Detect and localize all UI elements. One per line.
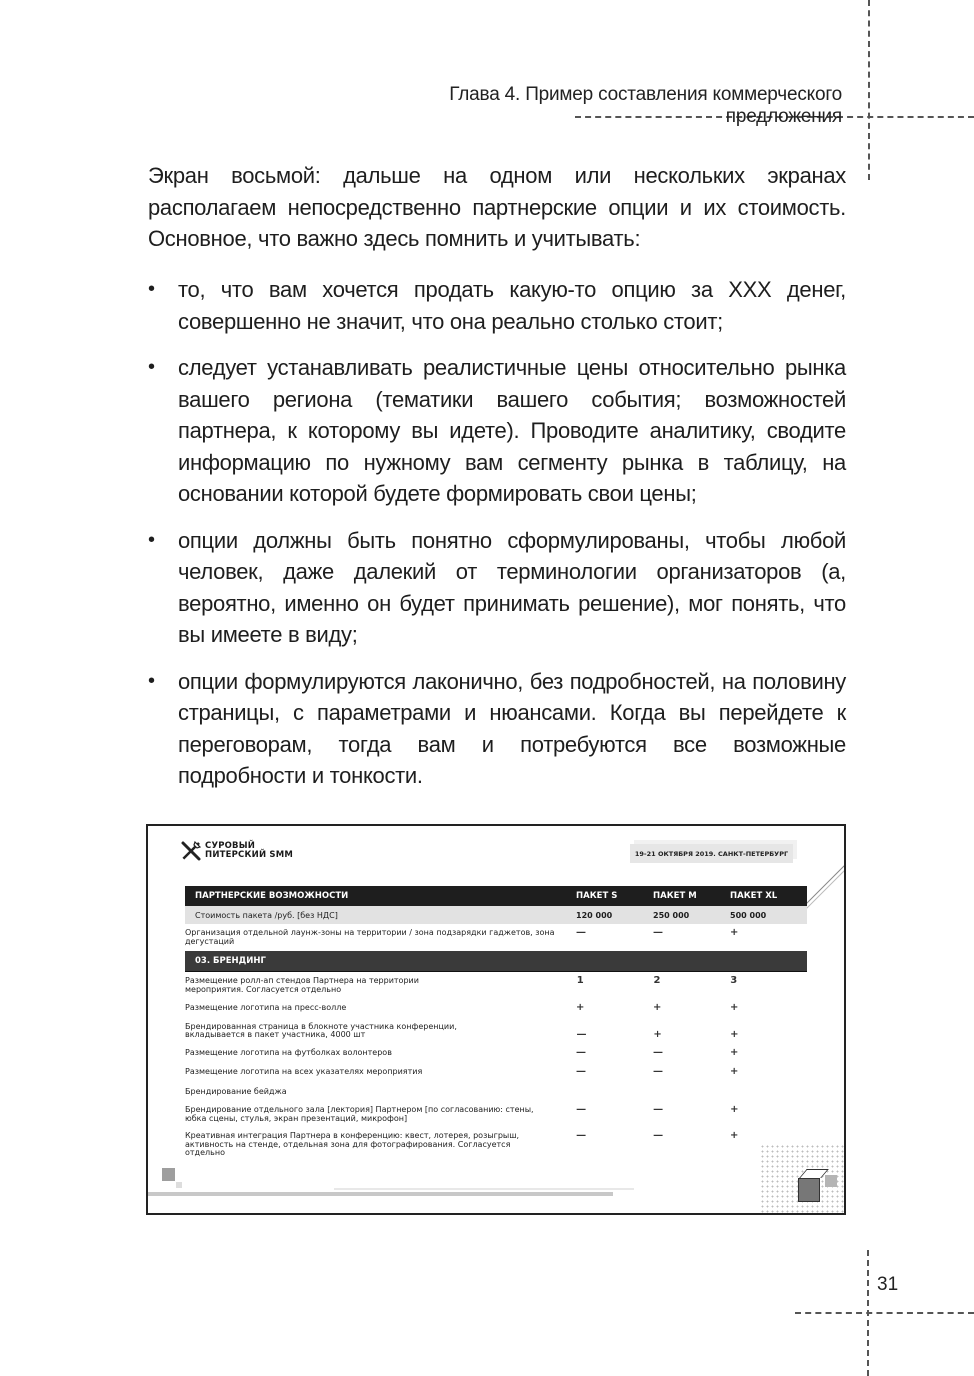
row-label: Размещение логотипа на пресс-волле <box>185 1003 347 1012</box>
cube-icon <box>798 1178 820 1202</box>
bullet-text: то, что вам хочется продать какую-то опцию за ХХХ денег, совершенно не значит, что она реально столько стоит; <box>178 277 846 334</box>
small-cube-icon <box>825 1175 837 1187</box>
value-s: 1 <box>576 975 584 986</box>
price-s: 120 000 <box>576 910 613 920</box>
row-label: Брендированная страница в блокноте участника конференции, вкладывается в пакет участника, 4000 шт <box>185 1021 457 1039</box>
running-head: Глава 4. Пример составления коммерческого предложения <box>449 84 842 127</box>
row-label: Размещение логотипа на всех указателях мероприятия <box>185 1067 423 1076</box>
value-xl: + <box>730 1066 739 1077</box>
column-header: ПАКЕТ XL <box>730 891 778 901</box>
value-m <box>653 1088 730 1097</box>
table-row <box>185 1023 807 1040</box>
bullet-item <box>148 274 846 337</box>
intro-paragraph: Экран восьмой: дальше на одном или нескольких экранах располагаем непосредственно партнерские опции и их стоимость. Основное, что важно здесь помнить и учитывать: <box>148 163 846 251</box>
table-row <box>185 1132 807 1158</box>
decorative-bar <box>334 1188 634 1190</box>
row-label: Креативная интеграция Партнера в конференцию: квест, лотерея, розыгрыш, активность на стенде, отдельная зона для фотографирования. Согласуется отдельно <box>185 1131 520 1157</box>
bullet-text: следует устанавливать реалистичные цены относительно рынка вашего региона (тематики вашего события; возможностей партнера, к которому вы идете). Проводите аналитику, сводите информацию по нужному вам сегменту рынка в таблицу, на основании которой будете формировать свои цены; <box>178 355 846 506</box>
value-xl: + <box>730 1002 739 1013</box>
value-s: + <box>575 1002 585 1013</box>
price-label: Стоимость пакета /руб. [без НДС] <box>195 910 338 920</box>
table-header <box>185 886 807 906</box>
crossed-tools-icon <box>180 840 202 862</box>
bullet-text: опции формулируются лаконично, без подробностей, на половину страницы, с параметрами и нюансами. Когда вы перейдете к переговорам, тогда вам и потребуются все возможные подробности и тонкости. <box>178 668 846 788</box>
price-xl: 500 000 <box>730 910 767 920</box>
decorative-bar <box>148 1192 613 1196</box>
bullet-list <box>148 274 846 807</box>
price-row <box>185 906 807 924</box>
table-row <box>185 1046 807 1058</box>
value-m: + <box>653 1029 662 1040</box>
value-m: — <box>653 1104 664 1115</box>
crop-mark-top-vertical <box>868 0 870 180</box>
table-row <box>185 1004 807 1013</box>
value-m: — <box>652 1046 663 1058</box>
value-xl <box>730 1088 807 1097</box>
value-m: — <box>653 1130 664 1141</box>
section-header-branding: 03. БРЕНДИНГ <box>185 951 807 971</box>
bullet-icon: • <box>148 356 155 378</box>
table-row <box>185 1088 807 1097</box>
row-label: Размещение ролл-ап стендов Партнера на территории мероприятия. Согласуется отдельно <box>185 976 419 994</box>
bullet-icon: • <box>148 669 155 692</box>
decorative-square <box>162 1168 175 1181</box>
value-m: — <box>652 1066 663 1077</box>
table-row <box>185 1106 807 1123</box>
value-s: — <box>576 1130 587 1141</box>
row-label: Брендирование бейджа <box>185 1086 287 1096</box>
bullet-item <box>148 525 846 651</box>
bullet-item <box>148 352 846 510</box>
decorative-square <box>176 1182 182 1188</box>
table-row <box>185 1068 807 1077</box>
brand-name: СУРОВЫЙ ПИТЕРСКИЙ SMM <box>205 841 294 860</box>
row-label: Организация отдельной лаунж-зоны на территории / зона подзарядки гаджетов, зона дегустаций <box>185 928 555 946</box>
value-m: — <box>652 927 663 938</box>
bullet-icon: • <box>148 528 155 551</box>
price-m: 250 000 <box>653 910 690 920</box>
value-m: 2 <box>653 975 661 986</box>
value-xl: 3 <box>730 975 738 986</box>
partner-options-table <box>185 886 807 1158</box>
table-row <box>185 977 807 994</box>
value-s: — <box>575 1066 586 1077</box>
table-row <box>185 929 807 946</box>
value-xl: + <box>730 1130 739 1141</box>
value-xl: + <box>730 1046 739 1058</box>
value-s: — <box>576 1029 587 1040</box>
row-label: Брендирование отдельного зала [лектория] Партнером [по согласованию: стены, юбка сцены, стулья, экран презентаций, микрофон] <box>185 1105 534 1123</box>
value-s <box>576 1088 653 1097</box>
bullet-icon: • <box>148 278 155 300</box>
row-label: Размещение логотипа на футболках волонтеров <box>185 1047 392 1057</box>
value-s: — <box>576 1104 587 1115</box>
brand-logo <box>180 840 293 862</box>
value-xl: + <box>730 927 739 938</box>
value-xl: + <box>730 1029 739 1040</box>
value-s: — <box>575 927 586 938</box>
event-date-place: 19-21 ОКТЯБРЯ 2019. САНКТ-ПЕТЕРБУРГ <box>630 844 793 863</box>
crop-mark-bottom-horizontal <box>795 1312 974 1314</box>
column-header: ПАРТНЕРСКИЕ ВОЗМОЖНОСТИ <box>195 891 349 901</box>
value-m: + <box>652 1002 662 1013</box>
partner-options-slide <box>146 824 846 1215</box>
bullet-item <box>148 666 846 792</box>
page-number: 31 <box>877 1274 899 1295</box>
column-header: ПАКЕТ M <box>653 891 697 901</box>
value-s: — <box>575 1046 586 1058</box>
value-xl: + <box>730 1104 739 1115</box>
bullet-text: опции должны быть понятно сформулированы, чтобы любой человек, даже далекий от терминологии организаторов (а, вероятно, именно он будет принимать решение), мог понять, что вы имеете в виду; <box>178 527 846 647</box>
column-header: ПАКЕТ S <box>576 891 618 901</box>
